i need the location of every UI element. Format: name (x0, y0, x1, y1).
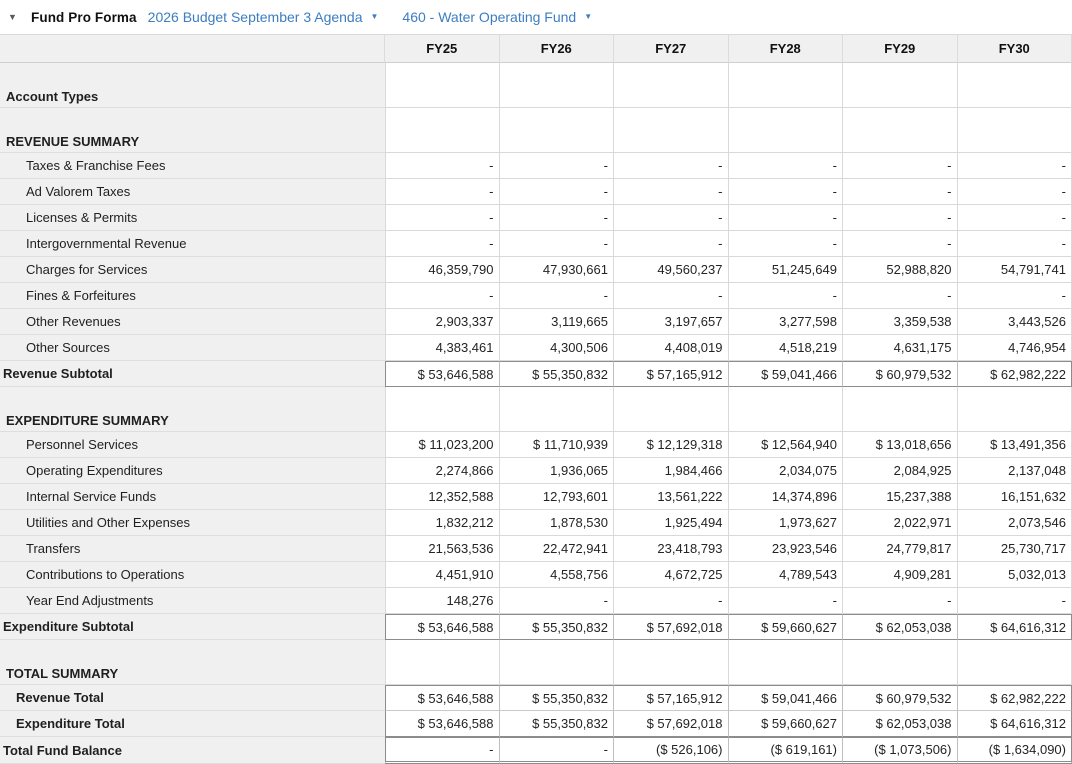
row-label: Year End Adjustments (0, 588, 385, 614)
cell-value: $ 55,350,832 (500, 685, 615, 711)
row-label: Personnel Services (0, 432, 385, 458)
cell-value: - (614, 179, 729, 205)
cell-value: $ 64,616,312 (958, 614, 1072, 640)
cell-value: - (385, 231, 500, 257)
cell-value: 1,832,212 (385, 510, 500, 536)
cell-value: - (843, 179, 958, 205)
cell-value: $ 53,646,588 (385, 711, 500, 737)
cell-value: 5,032,013 (958, 562, 1072, 588)
cell-value (729, 387, 844, 432)
row-label: Intergovernmental Revenue (0, 231, 385, 257)
cell-value: - (500, 588, 615, 614)
cell-value: - (958, 231, 1072, 257)
cell-value: 4,631,175 (843, 335, 958, 361)
row-label: Revenue Subtotal (0, 361, 385, 387)
table-row (0, 283, 1072, 309)
column-header-fy30: FY30 (958, 34, 1072, 63)
cell-value: 4,383,461 (385, 335, 500, 361)
cell-value: $ 12,129,318 (614, 432, 729, 458)
row-label: Fines & Forfeitures (0, 283, 385, 309)
cell-value (500, 640, 615, 685)
cell-value: 2,903,337 (385, 309, 500, 335)
row-label: Other Revenues (0, 309, 385, 335)
cell-value: 4,909,281 (843, 562, 958, 588)
cell-value (385, 640, 500, 685)
table-row (0, 108, 1072, 153)
table-row (0, 432, 1072, 458)
row-label: REVENUE SUMMARY (0, 108, 385, 153)
cell-value: $ 62,982,222 (958, 685, 1072, 711)
cell-value: - (729, 588, 844, 614)
row-label: Account Types (0, 63, 385, 108)
cell-value: - (958, 153, 1072, 179)
cell-value: 2,034,075 (729, 458, 844, 484)
budget-dropdown[interactable] (148, 9, 379, 25)
cell-value: $ 60,979,532 (843, 685, 958, 711)
page-title: Fund Pro Forma (31, 10, 137, 25)
cell-value: $ 60,979,532 (843, 361, 958, 387)
cell-value (614, 387, 729, 432)
cell-value (958, 640, 1072, 685)
cell-value: $ 55,350,832 (500, 361, 615, 387)
column-header-fy28: FY28 (729, 34, 844, 63)
cell-value: - (614, 588, 729, 614)
table-row (0, 257, 1072, 283)
cell-value (500, 108, 615, 153)
table-row (0, 309, 1072, 335)
row-label: EXPENDITURE SUMMARY (0, 387, 385, 432)
cell-value: - (958, 205, 1072, 231)
row-label: Licenses & Permits (0, 205, 385, 231)
cell-value: - (500, 283, 615, 309)
cell-value: 2,073,546 (958, 510, 1072, 536)
cell-value: 21,563,536 (385, 536, 500, 562)
row-label: Charges for Services (0, 257, 385, 283)
cell-value: 51,245,649 (729, 257, 844, 283)
cell-value (385, 387, 500, 432)
cell-value: $ 62,053,038 (843, 614, 958, 640)
column-header-fy25: FY25 (385, 34, 500, 63)
table-row (0, 153, 1072, 179)
cell-value: - (843, 231, 958, 257)
cell-value: 1,984,466 (614, 458, 729, 484)
cell-value: 148,276 (385, 588, 500, 614)
cell-value: 23,923,546 (729, 536, 844, 562)
cell-value: - (843, 588, 958, 614)
table-row (0, 536, 1072, 562)
cell-value: - (729, 205, 844, 231)
table-row (0, 231, 1072, 257)
cell-value: 47,930,661 (500, 257, 615, 283)
cell-value: 4,558,756 (500, 562, 615, 588)
cell-value: 4,789,543 (729, 562, 844, 588)
cell-value: 4,518,219 (729, 335, 844, 361)
chevron-down-icon: ▼ (371, 13, 379, 21)
row-label: Other Sources (0, 335, 385, 361)
cell-value: - (729, 283, 844, 309)
table-row (0, 640, 1072, 685)
cell-value: $ 59,660,627 (729, 711, 844, 737)
cell-value: 22,472,941 (500, 536, 615, 562)
column-header-fy27: FY27 (614, 34, 729, 63)
cell-value: 3,443,526 (958, 309, 1072, 335)
cell-value: - (614, 231, 729, 257)
cell-value: 24,779,817 (843, 536, 958, 562)
cell-value: $ 62,982,222 (958, 361, 1072, 387)
chevron-down-icon: ▼ (584, 13, 592, 21)
cell-value: $ 13,018,656 (843, 432, 958, 458)
cell-value: 16,151,632 (958, 484, 1072, 510)
cell-value: $ 64,616,312 (958, 711, 1072, 737)
table-row (0, 711, 1072, 737)
fund-pro-forma-table (0, 34, 1072, 764)
table-row (0, 458, 1072, 484)
cell-value: - (614, 153, 729, 179)
row-label: Internal Service Funds (0, 484, 385, 510)
cell-value (729, 108, 844, 153)
cell-value: 52,988,820 (843, 257, 958, 283)
cell-value (843, 63, 958, 108)
row-label: Total Fund Balance (0, 737, 385, 764)
table-row (0, 63, 1072, 108)
cell-value: - (843, 283, 958, 309)
cell-value: ($ 526,106) (614, 737, 729, 764)
cell-value: - (843, 205, 958, 231)
cell-value: $ 57,692,018 (614, 711, 729, 737)
cell-value: 3,359,538 (843, 309, 958, 335)
table-row (0, 205, 1072, 231)
table-row (0, 562, 1072, 588)
cell-value: - (500, 737, 615, 764)
cell-value: 4,746,954 (958, 335, 1072, 361)
collapse-arrow-icon[interactable]: ▼ (8, 13, 22, 22)
cell-value: - (385, 153, 500, 179)
cell-value: - (958, 588, 1072, 614)
cell-value: 3,119,665 (500, 309, 615, 335)
cell-value (614, 63, 729, 108)
cell-value: 4,672,725 (614, 562, 729, 588)
cell-value (614, 108, 729, 153)
cell-value: - (385, 205, 500, 231)
cell-value: 1,878,530 (500, 510, 615, 536)
table-header-row (0, 34, 1072, 63)
table-row (0, 737, 1072, 764)
cell-value (729, 63, 844, 108)
cell-value: $ 53,646,588 (385, 361, 500, 387)
cell-value: 4,408,019 (614, 335, 729, 361)
cell-value: $ 12,564,940 (729, 432, 844, 458)
cell-value: - (500, 153, 615, 179)
corner-cell (0, 34, 385, 63)
table-row (0, 484, 1072, 510)
cell-value (843, 387, 958, 432)
column-header-fy29: FY29 (843, 34, 958, 63)
cell-value: 1,936,065 (500, 458, 615, 484)
cell-value (385, 108, 500, 153)
cell-value: 3,277,598 (729, 309, 844, 335)
cell-value: 3,197,657 (614, 309, 729, 335)
cell-value: 46,359,790 (385, 257, 500, 283)
cell-value (843, 108, 958, 153)
cell-value: - (729, 179, 844, 205)
cell-value: $ 57,165,912 (614, 361, 729, 387)
cell-value (958, 387, 1072, 432)
cell-value: 4,300,506 (500, 335, 615, 361)
cell-value (729, 640, 844, 685)
cell-value: 13,561,222 (614, 484, 729, 510)
cell-value: $ 55,350,832 (500, 711, 615, 737)
cell-value: - (958, 179, 1072, 205)
cell-value (843, 640, 958, 685)
cell-value: - (385, 179, 500, 205)
cell-value: - (729, 231, 844, 257)
table-row (0, 361, 1072, 387)
cell-value: ($ 1,634,090) (958, 737, 1072, 764)
cell-value: $ 11,023,200 (385, 432, 500, 458)
cell-value: 1,973,627 (729, 510, 844, 536)
table-row (0, 510, 1072, 536)
cell-value: 12,793,601 (500, 484, 615, 510)
fund-dropdown[interactable] (402, 9, 592, 25)
table-row (0, 588, 1072, 614)
cell-value: - (958, 283, 1072, 309)
cell-value (500, 387, 615, 432)
cell-value: - (500, 205, 615, 231)
cell-value: 2,274,866 (385, 458, 500, 484)
cell-value: 14,374,896 (729, 484, 844, 510)
cell-value: $ 53,646,588 (385, 614, 500, 640)
row-label: Contributions to Operations (0, 562, 385, 588)
cell-value: - (614, 283, 729, 309)
table-row (0, 335, 1072, 361)
cell-value: 4,451,910 (385, 562, 500, 588)
cell-value: $ 57,165,912 (614, 685, 729, 711)
cell-value: 23,418,793 (614, 536, 729, 562)
cell-value: $ 62,053,038 (843, 711, 958, 737)
row-label: Operating Expenditures (0, 458, 385, 484)
row-label: Utilities and Other Expenses (0, 510, 385, 536)
cell-value: 49,560,237 (614, 257, 729, 283)
cell-value (614, 640, 729, 685)
cell-value: $ 11,710,939 (500, 432, 615, 458)
cell-value: - (729, 153, 844, 179)
cell-value: $ 59,041,466 (729, 685, 844, 711)
cell-value: 2,022,971 (843, 510, 958, 536)
cell-value: 2,137,048 (958, 458, 1072, 484)
row-label: Transfers (0, 536, 385, 562)
cell-value: $ 59,660,627 (729, 614, 844, 640)
cell-value: 15,237,388 (843, 484, 958, 510)
cell-value: $ 59,041,466 (729, 361, 844, 387)
cell-value: ($ 1,073,506) (843, 737, 958, 764)
cell-value: - (614, 205, 729, 231)
table-row (0, 614, 1072, 640)
row-label: Expenditure Subtotal (0, 614, 385, 640)
row-label: Expenditure Total (0, 711, 385, 737)
table-row (0, 179, 1072, 205)
cell-value: 12,352,588 (385, 484, 500, 510)
cell-value: - (385, 283, 500, 309)
cell-value: $ 55,350,832 (500, 614, 615, 640)
row-label: Revenue Total (0, 685, 385, 711)
cell-value: $ 53,646,588 (385, 685, 500, 711)
row-label: TOTAL SUMMARY (0, 640, 385, 685)
cell-value (958, 63, 1072, 108)
cell-value: $ 57,692,018 (614, 614, 729, 640)
cell-value: 2,084,925 (843, 458, 958, 484)
table-row (0, 387, 1072, 432)
cell-value (385, 63, 500, 108)
table-row (0, 685, 1072, 711)
cell-value: - (385, 737, 500, 764)
cell-value: - (500, 231, 615, 257)
cell-value (958, 108, 1072, 153)
cell-value: 1,925,494 (614, 510, 729, 536)
fund-dropdown-label: 460 - Water Operating Fund (402, 9, 576, 25)
column-header-fy26: FY26 (500, 34, 615, 63)
cell-value: - (500, 179, 615, 205)
cell-value: 54,791,741 (958, 257, 1072, 283)
cell-value (500, 63, 615, 108)
row-label: Taxes & Franchise Fees (0, 153, 385, 179)
cell-value: 25,730,717 (958, 536, 1072, 562)
row-label: Ad Valorem Taxes (0, 179, 385, 205)
cell-value: - (843, 153, 958, 179)
cell-value: ($ 619,161) (729, 737, 844, 764)
table-body (0, 63, 1072, 764)
toolbar (0, 0, 1072, 34)
cell-value: $ 13,491,356 (958, 432, 1072, 458)
budget-dropdown-label: 2026 Budget September 3 Agenda (148, 9, 363, 25)
